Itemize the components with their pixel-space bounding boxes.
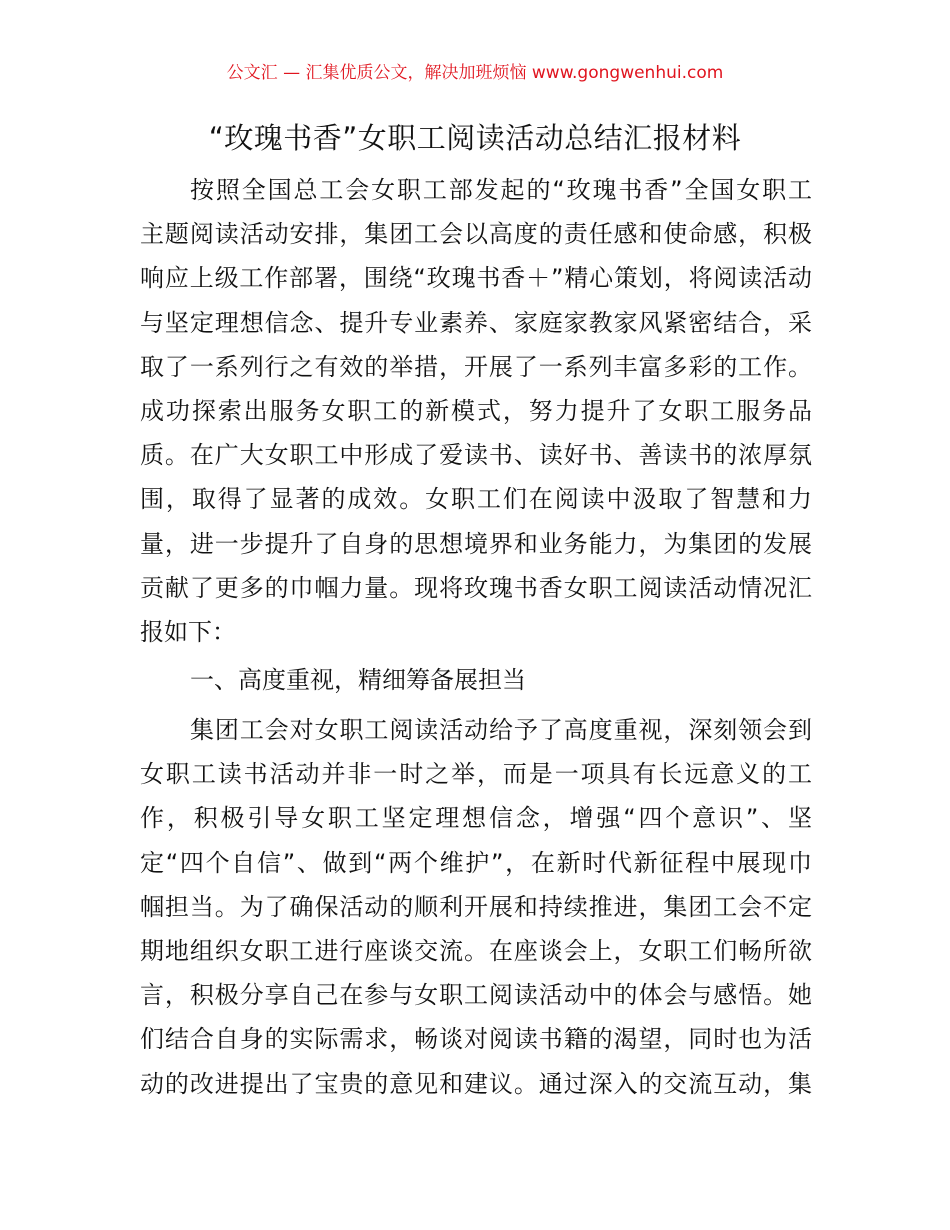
text-line: 集团工会对女职工阅读活动给予了高度重视，深刻领会到 [190,716,812,744]
text-line: 作，积极引导女职工坚定理想信念，增强“四个意识”、坚 [140,804,812,833]
text-line: 动的改进提出了宝贵的意见和建议。通过深入的交流互动，集 [140,1069,812,1098]
text-line: 按照全国总工会女职工部发起的“玫瑰书香”全国女职工 [190,176,812,204]
paragraph-intro [140,168,812,654]
text-line: 帼担当。为了确保活动的顺利开展和持续推进，集团工会不定 [140,892,812,921]
text-line: 们结合自身的实际需求，畅谈对阅读书籍的渴望，同时也为活 [140,1025,812,1054]
text-line: 女职工读书活动并非一时之举，而是一项具有长远意义的工 [140,760,812,789]
text-line: 言，积极分享自己在参与女职工阅读活动中的体会与感悟。她 [140,981,812,1010]
text-line: 量，进一步提升了自身的思想境界和业务能力，为集团的发展 [140,529,812,558]
text-line: 围，取得了显著的成效。女职工们在阅读中汲取了智慧和力 [140,485,812,514]
text-line: 定“四个自信”、做到“两个维护”，在新时代新征程中展现巾 [140,848,812,877]
text-line: 报如下： [140,617,236,646]
text-line: 贡献了更多的巾帼力量。现将玫瑰书香女职工阅读活动情况汇 [140,573,812,602]
text-line: 取了一系列行之有效的举措，开展了一系列丰富多彩的工作。 [140,352,812,381]
text-line: 与坚定理想信念、提升专业素养、家庭家教家风紧密结合，采 [140,308,812,337]
text-line: 期地组织女职工进行座谈交流。在座谈会上，女职工们畅所欲 [140,936,812,965]
text-line: 成功探索出服务女职工的新模式，努力提升了女职工服务品 [140,396,812,425]
watermark-banner: 公文汇 — 汇集优质公文，解决加班烦恼 www.gongwenhui.com [226,63,724,83]
text-line: 主题阅读活动安排，集团工会以高度的责任感和使命感，积极 [140,220,812,249]
paragraph-section-1 [140,708,812,1106]
document-title: “玫瑰书香”女职工阅读活动总结汇报材料 [208,121,742,155]
text-line: 响应上级工作部署，围绕“玫瑰书香＋”精心策划，将阅读活动 [140,264,812,293]
text-line: 质。在广大女职工中形成了爱读书、读好书、善读书的浓厚氛 [140,441,812,470]
section-heading: 一、高度重视，精细筹备展担当 [190,666,526,694]
